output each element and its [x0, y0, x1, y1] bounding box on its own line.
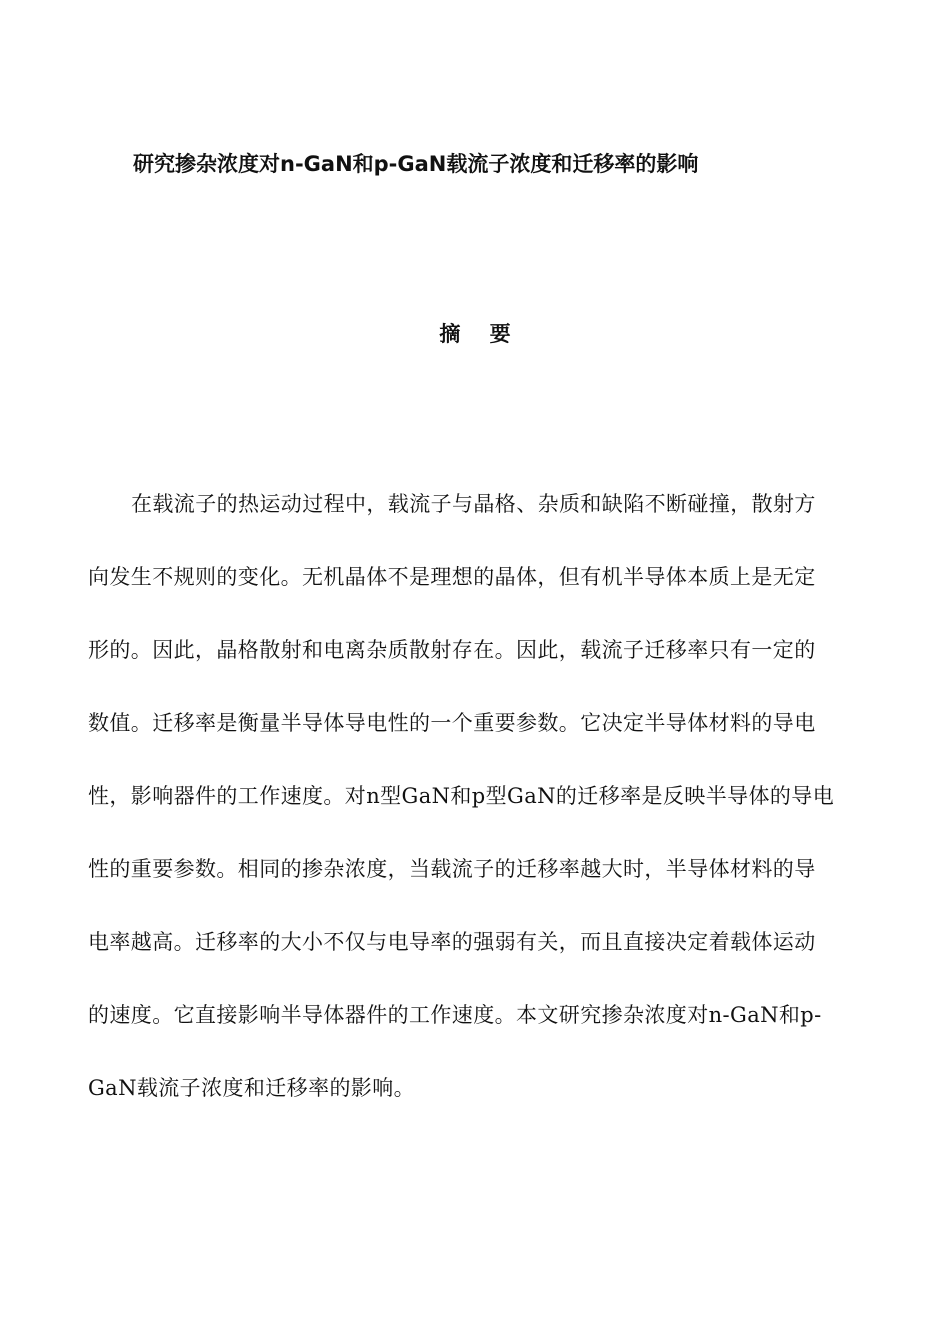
abstract-heading: 摘 要	[439, 322, 511, 346]
abstract-line: 在载流子的热运动过程中，载流子与晶格、杂质和缺陷不断碰撞，散射方	[131, 492, 816, 516]
abstract-line: 性，影响器件的工作速度。对n型GaN和p型GaN的迁移率是反映半导体的导电	[88, 784, 835, 808]
abstract-line: 电率越高。迁移率的大小不仅与电导率的强弱有关，而且直接决定着载体运动	[88, 930, 816, 954]
abstract-line: GaN载流子浓度和迁移率的影响。	[88, 1076, 416, 1100]
abstract-line: 性的重要参数。相同的掺杂浓度，当载流子的迁移率越大时，半导体材料的导	[88, 857, 816, 881]
abstract-line: 形的。因此，晶格散射和电离杂质散射存在。因此，载流子迁移率只有一定的	[88, 638, 816, 662]
document-title: 研究掺杂浓度对n-GaN和p-GaN载流子浓度和迁移率的影响	[133, 152, 699, 176]
abstract-line: 向发生不规则的变化。无机晶体不是理想的晶体，但有机半导体本质上是无定	[88, 565, 816, 589]
abstract-body	[88, 486, 860, 1143]
abstract-line: 的速度。它直接影响半导体器件的工作速度。本文研究掺杂浓度对n-GaN和p-	[88, 1003, 822, 1027]
abstract-line: 数值。迁移率是衡量半导体导电性的一个重要参数。它决定半导体材料的导电	[88, 711, 816, 735]
